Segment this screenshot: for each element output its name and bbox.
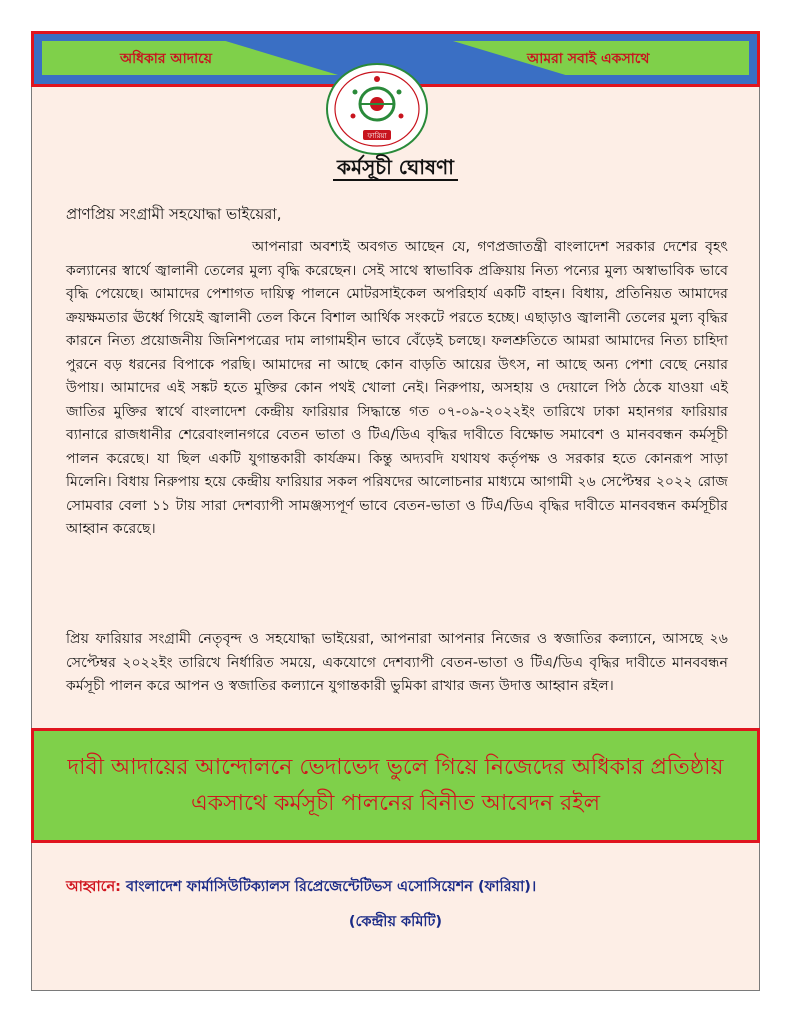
logo-name-text: ফারিয়া: [367, 132, 387, 140]
body-paragraph-1: আপনারা অবশ্যই অবগত আছেন যে, গণপ্রজাতন্ত্রী বাংলাদেশ সরকার দেশের বৃহৎ কল্যানের স্বার্থে জ্বালানী তেলের মুল্য বৃদ্ধি করেছেন। সেই সাথে স্বাভাবিক প্রক্রিয়ায় নিত্য পন্যের মুল্য অস্বাভাবিক ভাবে বৃদ্ধি পেয়েছে। আমাদের পেশাগত দায়িত্ব পালনে মোটরসাইকেল অপরিহার্য একটি বাহন। বিধায়, প্রতিনিয়ত আমাদের ক্রয়ক্ষমতার ঊর্ধ্বে গিয়েই জ্বালানী তেল কিনে বিশাল আর্থিক সংকটে পরতে হচ্ছে। এছাড়াও জ্বালানী তেলের মুল্য বৃদ্ধির কারনে নিত্য প্রয়োজনীয় জিনিশপত্রের দাম লাগামহীন ভাবে বেঁড়েই চলছে। ফলশ্রুতিতে আমরা আমাদের নিত্য চাহিদা পুরনে বড় ধরনের বিপাকে পরছি। আমাদের না আছে কোন বাড়তি আয়ের উৎস, না আছে অন্য পেশা বেছে নেয়ার উপায়। আমাদের এই সঙ্কট হতে মুক্তির কোন পথই খোলা নেই। নিরুপায়, অসহায় ও দেয়ালে পিঠ ঠেকে যাওয়া এই জাতির মুক্তির স্বার্থে বাংলাদেশ কেন্দ্রীয় ফারিয়ার সিদ্ধান্তে গত ০৭-০৯-২০২২ইং তারিখে ঢাকা মহানগর ফারিয়ার ব্যানারে রাজধানীর শেরেবাংলানগরে বেতন ভাতা ও টিএ/ডিএ বৃদ্ধির দাবীতে বিক্ষোভ সমাবেশ ও মানববন্ধন কর্মসূচী পালন করেছে। যা ছিল একটি যুগান্তকারী কার্যক্রম। কিন্তু অদ্যবদি যথাযথ কর্তৃপক্ষ ও সরকার হতে কোনরূপ সাড়া মিলেনি। বিধায় নিরুপায় হয়ে কেন্দ্রীয় ফারিয়ার সকল পরিষদের আলোচনার মাধ্যমে আগামী ২৬ সেপ্টেম্বর ২০২২ রোজ সোমবার বেলা ১১ টায় সারা দেশব্যাপী সামঞ্জস্যপূর্ণ ভাবে বেতন-ভাতা ও টিএ/ডিএ বৃদ্ধির দাবীতে মানববন্ধন কর্মসূচীর আহ্বান করেছে।: [66, 239, 728, 537]
committee-name: (কেন্দ্রীয় কমিটি): [348, 914, 443, 930]
call-label: আহ্বানে:: [66, 879, 121, 895]
appeal-text: দাবী আদায়ের আন্দোলনে ভেদাভেদ ভুলে গিয়ে নিজেদের অধিকার প্রতিষ্ঠায় একসাথে কর্মসূচী পালনের বিনীত আবেদন রইল: [67, 754, 724, 816]
greeting: প্রাণপ্রিয় সংগ্রামী সহযোদ্ধা ভাইয়েরা,: [66, 205, 282, 223]
banner-left-text: অধিকার আদায়ে: [120, 51, 213, 67]
page-title: [0, 153, 791, 186]
call-line: [66, 876, 536, 900]
body-paragraph-2: প্রিয় ফারিয়ার সংগ্রামী নেতৃবৃন্দ ও সহযোদ্ধা ভাইয়েরা, আপনারা আপনার নিজের ও স্বজাতির কল্যানে, আসছে ২৬ সেপ্টেম্বর ২০২২ইং তারিখে নির্ধারিত সময়ে, একযোগে দেশব্যাপী বেতন-ভাতা ও টিএ/ডিএ বৃদ্ধির দাবীতে মানববন্ধন কর্মসূচী পালন করে আপন ও স্বজাতির কল্যানে যুগান্তকারী ভুমিকা রাখার জন্য উদাত্ত আহ্বান রইল।: [66, 631, 728, 694]
banner-right-text: আমরা সবাই একসাথে: [527, 51, 650, 67]
appeal-box: [31, 728, 760, 843]
organization-name: বাংলাদেশ ফার্মাসিউটিক্যালস রিপ্রেজেন্টেটিভস এসোসিয়েশন (ফারিয়া)।: [126, 879, 537, 895]
page-title-text: কর্মসূচী ঘোষণা: [333, 155, 458, 181]
organization-logo: [325, 62, 429, 156]
